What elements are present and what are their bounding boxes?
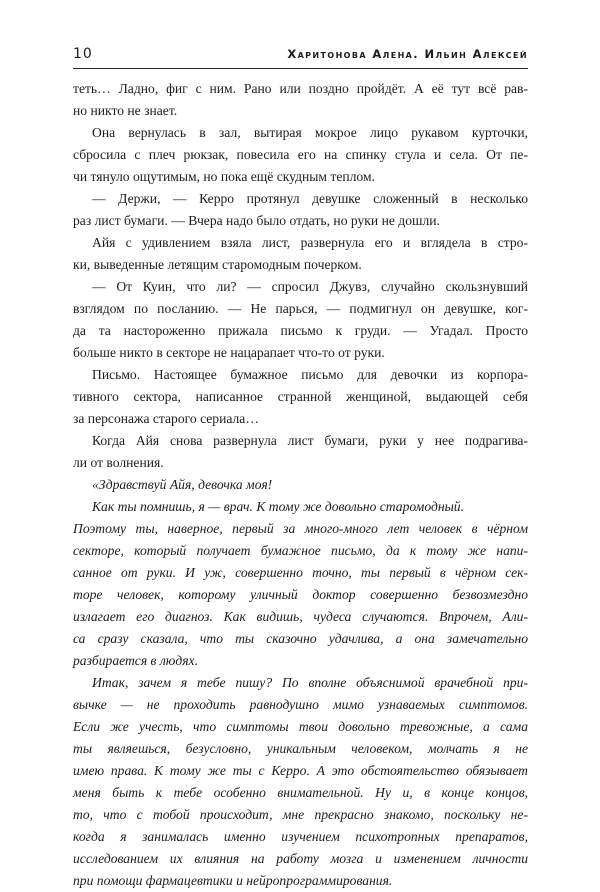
body-text — [73, 78, 528, 892]
text-line: за персонажа старого сериала… — [73, 411, 259, 426]
letter-line: Поэтому ты, наверное, первый за много-много лет человек в чёрном — [73, 521, 528, 536]
text-line: больше никто в секторе не нацарапает что-то от руки. — [73, 345, 385, 360]
letter-line: ты являешься, безусловно, уникальным человеком, молчать я не — [73, 741, 528, 756]
letter-line: имею права. К тому же ты с Керро. А это обстоятельство обязывает — [73, 763, 528, 778]
letter-line: исследованием их влияния на работу мозга и изменением личности — [73, 851, 528, 866]
letter-line: вычке — не проходить равнодушно мимо узнаваемых симптомов. — [73, 697, 528, 712]
text-line: чи тянуло ощутимым, но пока ещё скудным теплом. — [73, 169, 375, 184]
narrative-block — [73, 78, 528, 474]
text-line: ли от волнения. — [73, 455, 164, 470]
letter-line: Итак, зачем я тебе пишу? По вполне объяснимой врачебной при- — [92, 675, 528, 690]
letter-line: то, что с тобой происходит, мне прекрасно знакомо, поскольку не- — [73, 807, 528, 822]
letter-line: секторе, который получает бумажное письмо, да к тому же напи- — [73, 543, 528, 558]
header-divider — [73, 68, 528, 69]
letter-line: когда я занималась именно изучением психотропных препаратов, — [73, 829, 528, 844]
letter-line: торе человек, которому уличный доктор совершенно безвозмездно — [73, 587, 528, 602]
letter-line: излагает его диагноз. Как видишь, чудеса случаются. Впрочем, Али- — [73, 609, 528, 624]
text-line: сбросила с плеч рюкзак, повесила его на спинку стула и села. От пе- — [73, 147, 528, 162]
text-line: Письмо. Настоящее бумажное письмо для девочки из корпора- — [92, 367, 528, 382]
page-number: 10 — [73, 46, 93, 62]
letter-line: разбирается в людях. — [73, 653, 198, 668]
text-line: раз лист бумаги. — Вчера надо было отдать, но руки не дошли. — [73, 213, 440, 228]
letter-line: са сразу сказала, что ты сказочно удачлива, а она замечательно — [73, 631, 528, 646]
text-line: Айя с удивлением взяла лист, развернула его и вглядела в стро- — [92, 235, 528, 250]
letter-line: Если же учесть, что симптомы твои довольно тревожные, а сама — [73, 719, 528, 734]
text-line: тивного сектора, написанное странной женщиной, выдающей себя — [73, 389, 528, 404]
text-line: взглядом по посланию. — Не парься, — подмигнул он девушке, ког- — [73, 301, 528, 316]
text-line: Когда Айя снова развернула лист бумаги, руки у нее подрагива- — [92, 433, 528, 448]
letter-line: меня быть к тебе особенно внимательной. Ну и, в конце концов, — [73, 785, 528, 800]
text-line: но никто не знает. — [73, 103, 178, 118]
text-line: — Держи, — Керро протянул девушке сложенный в несколько — [92, 191, 528, 206]
text-line: теть… Ладно, фиг с ним. Рано или поздно пройдёт. А её тут всё рав- — [73, 81, 528, 96]
text-line: да та настороженно прижала письмо к груди. — Угадал. Просто — [73, 323, 528, 338]
text-line: — От Куин, что ли? — спросил Джувз, случайно скользнувший — [92, 279, 528, 294]
letter-block — [73, 474, 528, 892]
running-head — [73, 46, 528, 66]
letter-line: Как ты помнишь, я — врач. К тому же довольно старомодный. — [92, 499, 464, 514]
letter-line: при помощи фармацевтики и нейропрограммирования. — [73, 873, 393, 888]
text-line: Она вернулась в зал, вытирая мокрое лицо рукавом курточки, — [92, 125, 528, 140]
letter-line: «Здравствуй Айя, девочка моя! — [92, 477, 273, 492]
running-head-title: Харитонова Алена. Ильин Алексей — [287, 47, 528, 61]
letter-line: санное от руки. И уж, совершенно точно, ты первый в чёрном сек- — [73, 565, 528, 580]
text-line: ки, выведенные летящим старомодным почерком. — [73, 257, 362, 272]
